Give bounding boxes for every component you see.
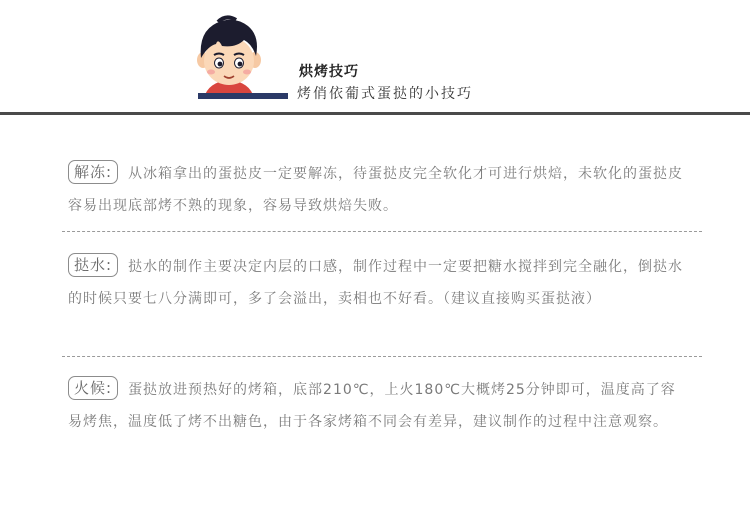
tip-heat xyxy=(68,374,688,438)
page-subtitle: 烤俏依葡式蛋挞的小技巧 xyxy=(297,86,473,102)
avatar-base-bar xyxy=(198,93,288,99)
header xyxy=(0,0,750,116)
dashed-divider xyxy=(62,356,702,357)
tip-text: 从冰箱拿出的蛋挞皮一定要解冻，待蛋挞皮完全软化才可进行烘焙，未软化的蛋挞皮容易出现底部烤不熟的现象，容易导致烘焙失败。 xyxy=(68,166,684,214)
tip-label: 火候: xyxy=(68,376,118,400)
boy-avatar-icon xyxy=(196,14,262,98)
header-divider xyxy=(0,112,750,115)
tip-thaw xyxy=(68,158,688,222)
dashed-divider xyxy=(62,231,702,232)
page-title: 烘烤技巧 xyxy=(299,64,359,80)
tip-label: 挞水: xyxy=(68,253,118,277)
tip-text: 挞水的制作主要决定内层的口感，制作过程中一定要把糖水搅拌到完全融化，倒挞水的时候只要七八分满即可，多了会溢出，卖相也不好看。（建议直接购买蛋挞液） xyxy=(68,259,684,307)
tip-label: 解冻: xyxy=(68,160,118,184)
tip-text: 蛋挞放进预热好的烤箱，底部210℃，上火180℃大概烤25分钟即可，温度高了容易烤焦，温度低了烤不出糖色，由于各家烤箱不同会有差异，建议制作的过程中注意观察。 xyxy=(68,382,676,430)
tip-tart-water xyxy=(68,251,688,315)
